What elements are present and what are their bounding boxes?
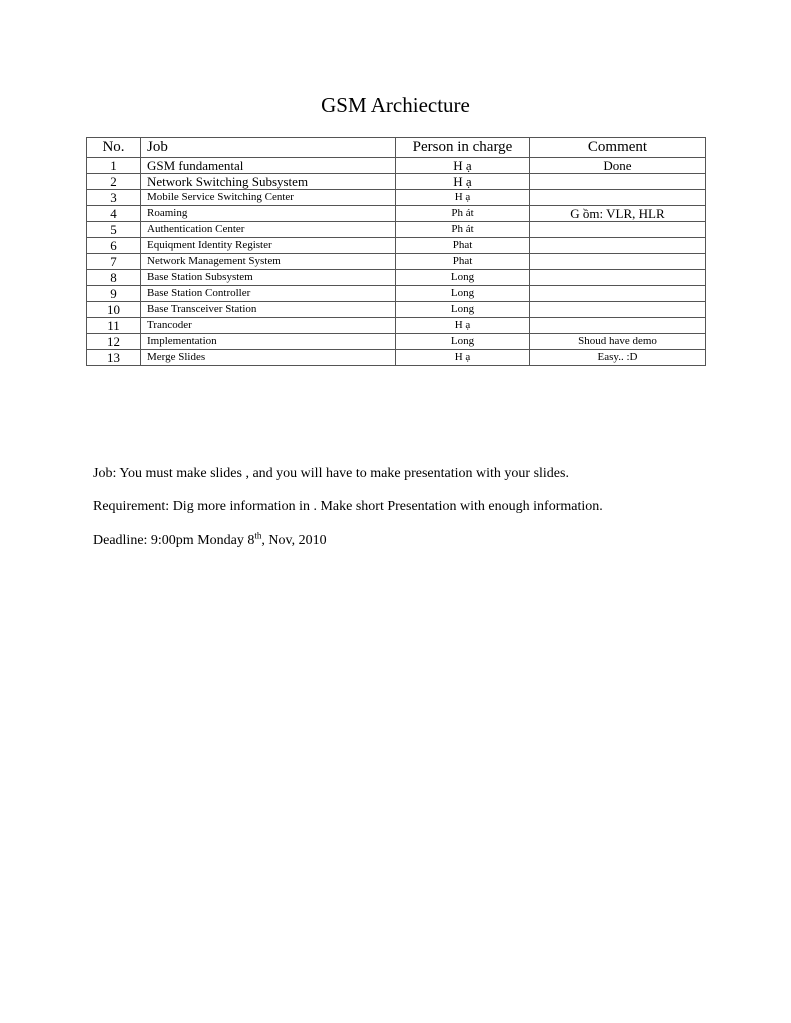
table-row xyxy=(87,222,706,238)
job-assignment-table xyxy=(86,137,706,366)
document-title: GSM Archiecture xyxy=(321,93,470,117)
cell-comment xyxy=(530,238,706,254)
cell-person: Long xyxy=(396,302,530,318)
table-row xyxy=(87,270,706,286)
cell-no: 8 xyxy=(87,270,141,286)
cell-comment xyxy=(530,254,706,270)
cell-comment xyxy=(530,318,706,334)
cell-no: 9 xyxy=(87,286,141,302)
table-row xyxy=(87,254,706,270)
cell-no: 4 xyxy=(87,206,141,222)
cell-job: Base Transceiver Station xyxy=(141,302,396,318)
cell-comment xyxy=(530,222,706,238)
cell-person: Ph át xyxy=(396,222,530,238)
table-row xyxy=(87,334,706,350)
cell-comment: G ồm: VLR, HLR xyxy=(530,206,706,222)
table-row xyxy=(87,318,706,334)
cell-comment: Shoud have demo xyxy=(530,334,706,350)
table-row xyxy=(87,158,706,174)
header-job: Job xyxy=(141,138,396,158)
requirement-note: Requirement: Dig more information in . Make short Presentation with enough information. xyxy=(93,499,603,514)
deadline-ordinal: th xyxy=(254,530,262,541)
cell-person: Phat xyxy=(396,238,530,254)
deadline-date: , Nov, 2010 xyxy=(261,533,327,548)
table-row xyxy=(87,174,706,190)
cell-person: Phat xyxy=(396,254,530,270)
cell-job: Merge Slides xyxy=(141,350,396,366)
header-person: Person in charge xyxy=(396,138,530,158)
cell-person: H ạ xyxy=(396,318,530,334)
cell-person: H ạ xyxy=(396,158,530,174)
deadline-note xyxy=(93,532,327,550)
cell-no: 2 xyxy=(87,174,141,190)
cell-no: 10 xyxy=(87,302,141,318)
cell-job: Base Station Subsystem xyxy=(141,270,396,286)
cell-no: 11 xyxy=(87,318,141,334)
cell-job: Authentication Center xyxy=(141,222,396,238)
cell-comment: Easy.. :D xyxy=(530,350,706,366)
cell-no: 5 xyxy=(87,222,141,238)
cell-person: Ph át xyxy=(396,206,530,222)
cell-comment: Done xyxy=(530,158,706,174)
cell-person: H ạ xyxy=(396,190,530,206)
cell-job: Network Management System xyxy=(141,254,396,270)
table-row xyxy=(87,238,706,254)
cell-job: Mobile Service Switching Center xyxy=(141,190,396,206)
cell-comment xyxy=(530,286,706,302)
cell-job: GSM fundamental xyxy=(141,158,396,174)
header-no: No. xyxy=(87,138,141,158)
cell-job: Implementation xyxy=(141,334,396,350)
cell-no: 12 xyxy=(87,334,141,350)
cell-comment xyxy=(530,302,706,318)
cell-comment xyxy=(530,174,706,190)
cell-job: Trancoder xyxy=(141,318,396,334)
table-body xyxy=(87,158,706,366)
table-row xyxy=(87,302,706,318)
cell-job: Equiqment Identity Register xyxy=(141,238,396,254)
cell-no: 3 xyxy=(87,190,141,206)
cell-job: Base Station Controller xyxy=(141,286,396,302)
table-row xyxy=(87,286,706,302)
cell-person: Long xyxy=(396,270,530,286)
header-comment: Comment xyxy=(530,138,706,158)
cell-job: Roaming xyxy=(141,206,396,222)
cell-person: Long xyxy=(396,286,530,302)
job-note: Job: You must make slides , and you will have to make presentation with your slides. xyxy=(93,466,569,481)
table-row xyxy=(87,350,706,366)
cell-no: 1 xyxy=(87,158,141,174)
cell-person: Long xyxy=(396,334,530,350)
table-row xyxy=(87,206,706,222)
table-header-row xyxy=(87,138,706,158)
deadline-text: Deadline: 9:00pm Monday 8 xyxy=(93,533,255,548)
cell-no: 13 xyxy=(87,350,141,366)
cell-job: Network Switching Subsystem xyxy=(141,174,396,190)
cell-no: 6 xyxy=(87,238,141,254)
cell-no: 7 xyxy=(87,254,141,270)
cell-comment xyxy=(530,270,706,286)
cell-person: H ạ xyxy=(396,174,530,190)
cell-person: H ạ xyxy=(396,350,530,366)
cell-comment xyxy=(530,190,706,206)
table-row xyxy=(87,190,706,206)
